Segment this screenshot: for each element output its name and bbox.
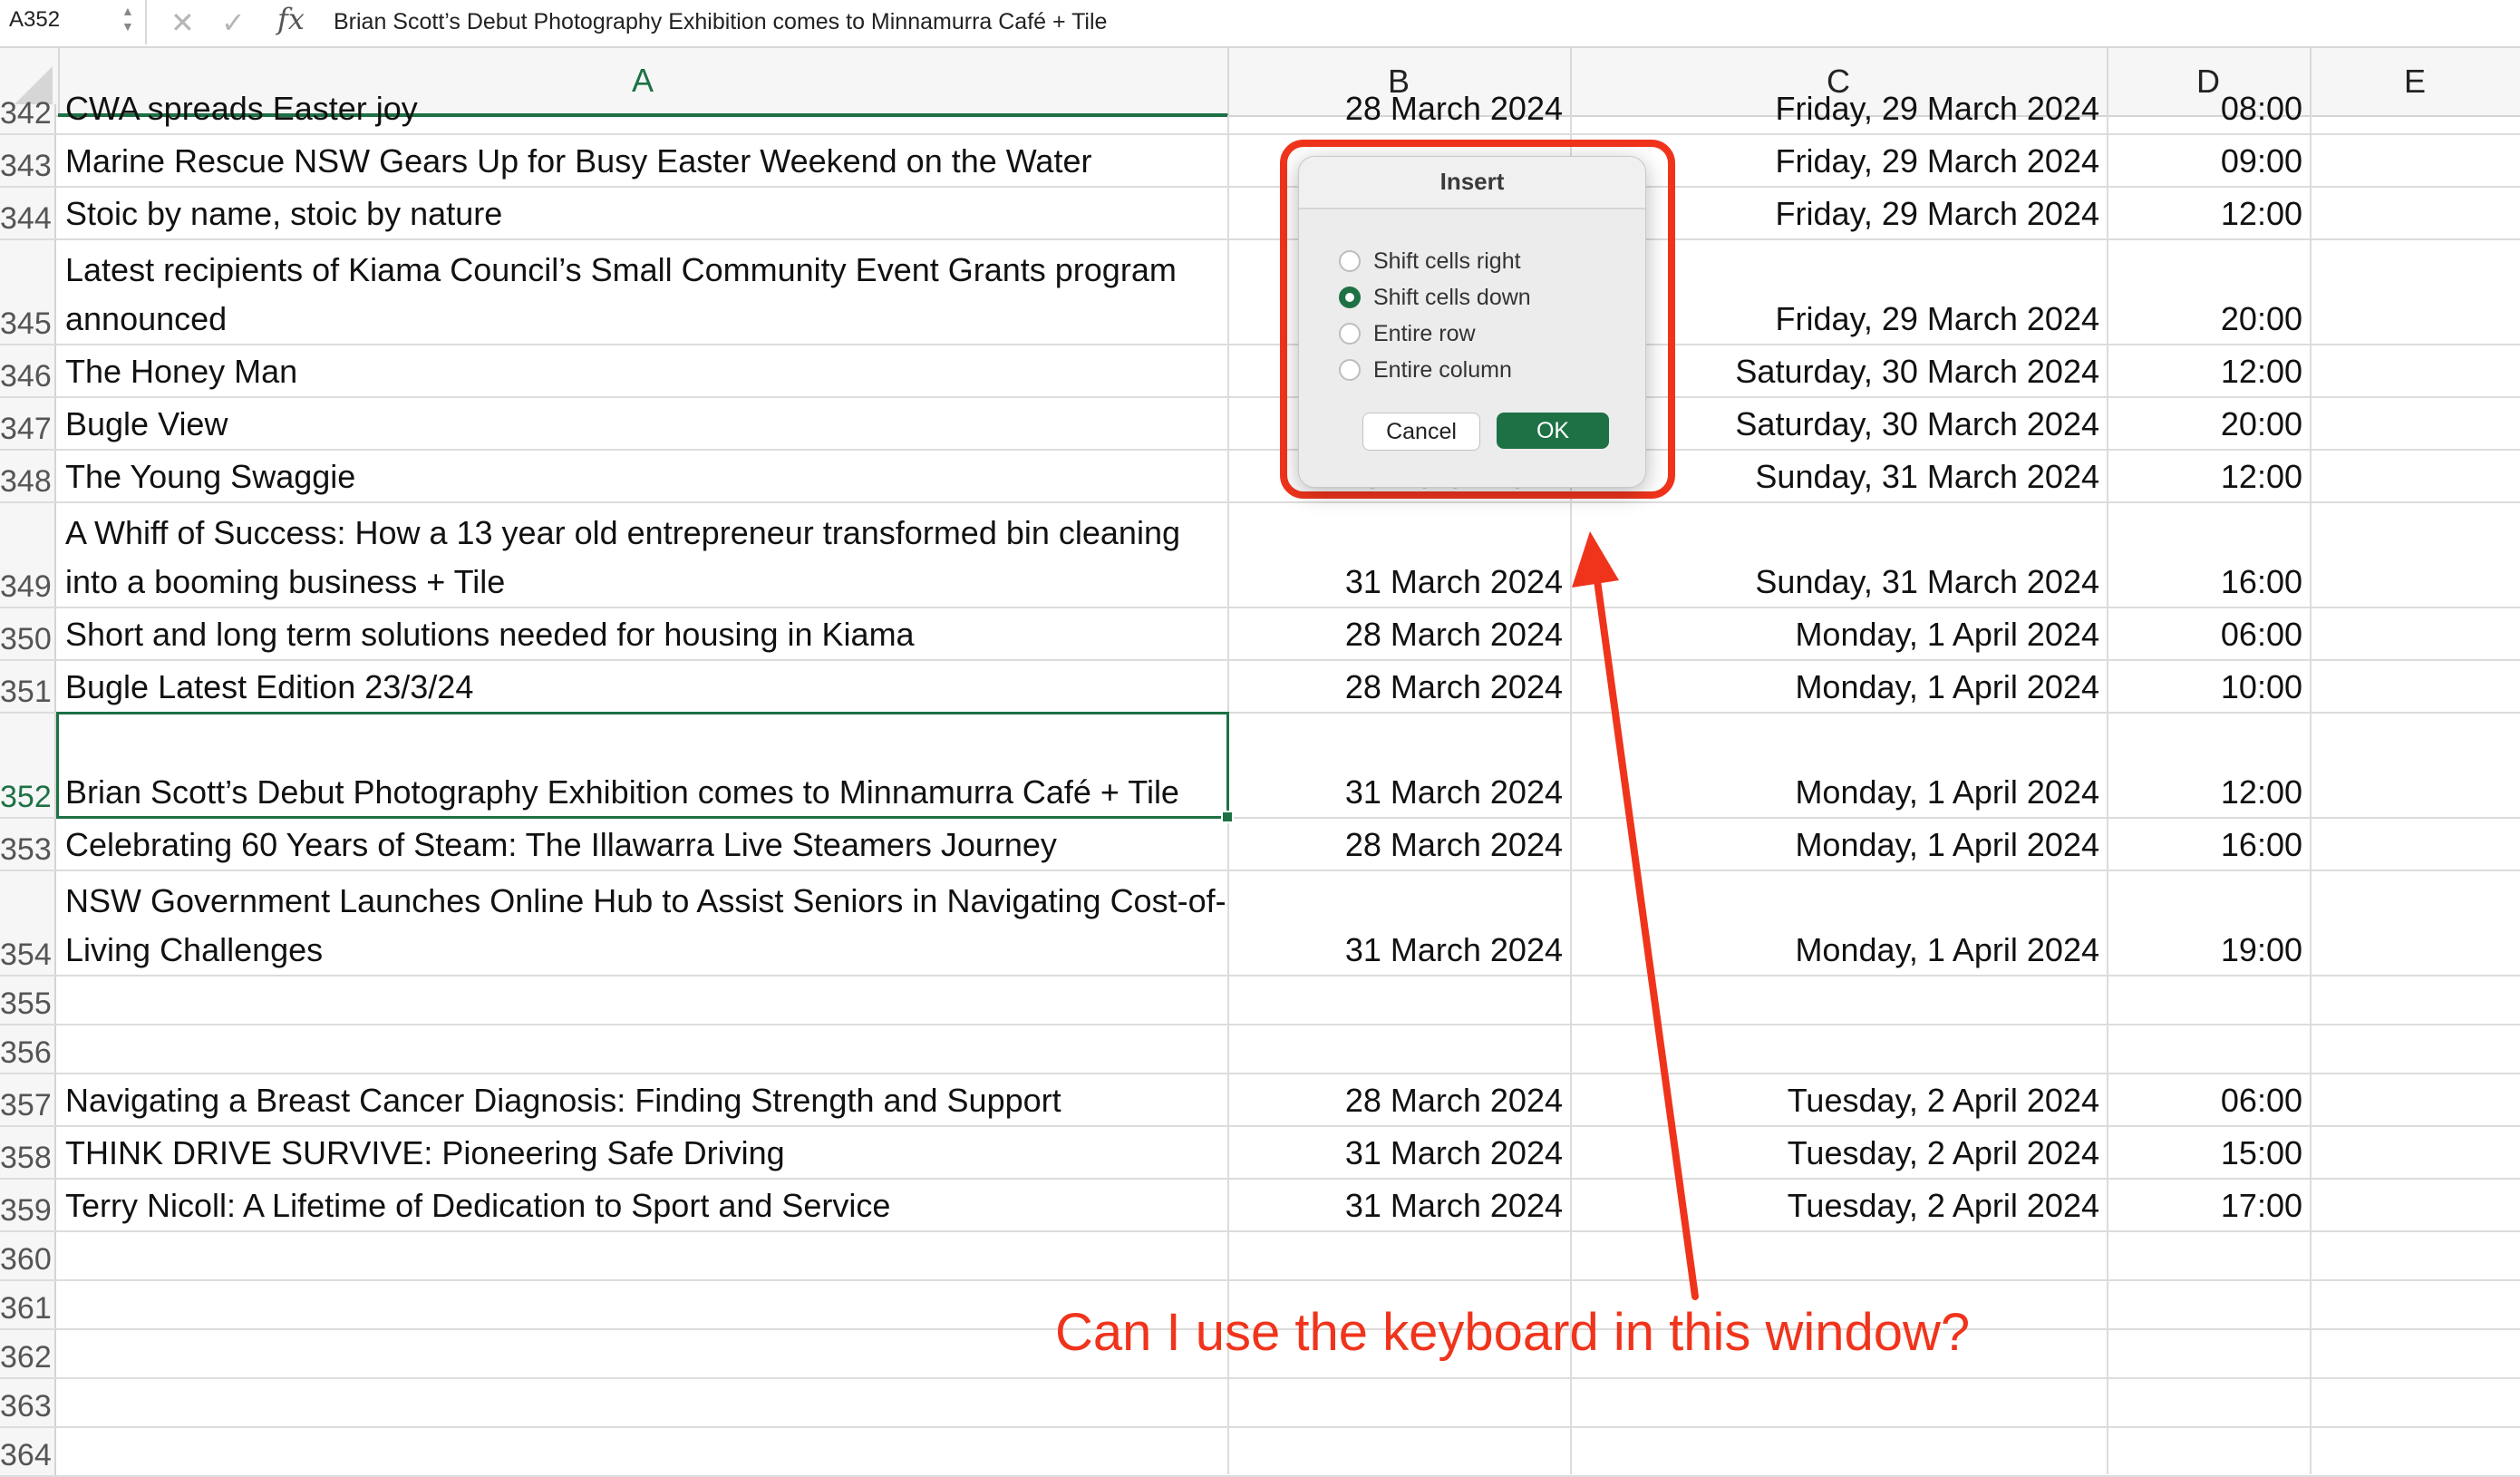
cell-title[interactable]: Bugle Latest Edition 23/3/24: [65, 668, 474, 705]
cell-time[interactable]: 12:00: [2220, 458, 2302, 495]
cell-publish-date[interactable]: Saturday, 30 March 2024: [1735, 405, 2099, 442]
cell-publish-date[interactable]: Friday, 29 March 2024: [1775, 300, 2099, 337]
cell-title[interactable]: A Whiff of Success: How a 13 year old entrepreneur transformed bin cleaning into a booming business + Tile: [65, 514, 1180, 600]
cell-time[interactable]: 10:00: [2220, 668, 2302, 705]
cell-time[interactable]: 17:00: [2220, 1187, 2302, 1224]
row-number[interactable]: 353: [0, 819, 56, 870]
cell-time[interactable]: 15:00: [2220, 1134, 2302, 1171]
cell-publish-date[interactable]: Tuesday, 2 April 2024: [1787, 1187, 2099, 1224]
cell-title[interactable]: Brian Scott’s Debut Photography Exhibition comes to Minnamurra Café + Tile: [65, 773, 1179, 811]
cell-title[interactable]: Stoic by name, stoic by nature: [65, 195, 503, 232]
cell-title[interactable]: Marine Rescue NSW Gears Up for Busy Easter Weekend on the Water: [65, 142, 1092, 180]
cell-publish-date[interactable]: Monday, 1 April 2024: [1795, 668, 2099, 705]
cell-publish-date[interactable]: Friday, 29 March 2024: [1775, 90, 2099, 127]
cell-time[interactable]: 08:00: [2220, 90, 2302, 127]
cell-title[interactable]: Latest recipients of Kiama Council’s Small Community Event Grants program announced: [65, 251, 1177, 337]
cell-title[interactable]: Bugle View: [65, 405, 228, 442]
insert-function-icon[interactable]: fx: [277, 2, 305, 36]
option-label: Entire column: [1373, 356, 1512, 383]
cell-publish-date[interactable]: Friday, 29 March 2024: [1775, 142, 2099, 180]
row-number[interactable]: 343: [0, 135, 56, 186]
row-number[interactable]: 352: [0, 714, 56, 817]
cell-time[interactable]: 16:00: [2220, 826, 2302, 863]
column-header-a[interactable]: A: [58, 48, 1229, 117]
column-header-d[interactable]: D: [2107, 48, 2312, 115]
option-label: Shift cells right: [1373, 248, 1521, 274]
cancel-entry-icon[interactable]: ✕: [170, 6, 195, 39]
column-header-c[interactable]: C: [1570, 48, 2108, 115]
name-box-stepper-icon[interactable]: ▲ ▼: [121, 4, 134, 34]
row-number[interactable]: 350: [0, 608, 56, 659]
cell-publish-date[interactable]: Tuesday, 2 April 2024: [1787, 1082, 2099, 1119]
row-number[interactable]: 356: [0, 1025, 56, 1073]
row-number[interactable]: 362: [0, 1330, 56, 1377]
row-number[interactable]: 355: [0, 977, 56, 1024]
annotation-text: Can I use the keyboard in this window?: [1055, 1303, 1971, 1362]
cell-date[interactable]: 31 March 2024: [1344, 563, 1563, 600]
row-number[interactable]: 354: [0, 871, 56, 975]
cell-time[interactable]: 12:00: [2220, 773, 2302, 811]
cell-title[interactable]: NSW Government Launches Online Hub to Assist Seniors in Navigating Cost-of-Living Challenges: [65, 882, 1226, 968]
cell-date[interactable]: 28 March 2024: [1344, 90, 1563, 127]
cell-publish-date[interactable]: Tuesday, 2 April 2024: [1787, 1134, 2099, 1171]
row-number[interactable]: 358: [0, 1127, 56, 1178]
row-number[interactable]: 357: [0, 1074, 56, 1125]
cell-title[interactable]: Short and long term solutions needed for housing in Kiama: [65, 616, 915, 653]
row-number[interactable]: 342: [0, 104, 56, 133]
cell-date[interactable]: 28 March 2024: [1344, 616, 1563, 653]
cell-publish-date[interactable]: Sunday, 31 March 2024: [1755, 458, 2099, 495]
cell-date[interactable]: 28 March 2024: [1344, 668, 1563, 705]
cell-date[interactable]: 28 March 2024: [1344, 826, 1563, 863]
row-number[interactable]: 351: [0, 661, 56, 712]
cell-title[interactable]: The Honey Man: [65, 353, 298, 390]
row-number[interactable]: 344: [0, 188, 56, 238]
formula-input[interactable]: Brian Scott’s Debut Photography Exhibition comes to Minnamurra Café + Tile: [334, 9, 1108, 34]
cell-time[interactable]: 12:00: [2220, 195, 2302, 232]
cell-time[interactable]: 12:00: [2220, 353, 2302, 390]
cell-publish-date[interactable]: Monday, 1 April 2024: [1795, 773, 2099, 811]
row-number[interactable]: 361: [0, 1281, 56, 1328]
cell-date[interactable]: 31 March 2024: [1344, 1187, 1563, 1224]
row-number[interactable]: 347: [0, 398, 56, 449]
cell-title[interactable]: CWA spreads Easter joy: [65, 90, 418, 127]
cell-date[interactable]: 31 March 2024: [1344, 773, 1563, 811]
cell-title[interactable]: Celebrating 60 Years of Steam: The Illawarra Live Steamers Journey: [65, 826, 1057, 863]
cell-publish-date[interactable]: Monday, 1 April 2024: [1795, 826, 2099, 863]
cell-publish-date[interactable]: Monday, 1 April 2024: [1795, 931, 2099, 968]
cell-time[interactable]: 20:00: [2220, 300, 2302, 337]
cell-date[interactable]: 28 March 2024: [1344, 1082, 1563, 1119]
cell-time[interactable]: 19:00: [2220, 931, 2302, 968]
cell-time[interactable]: 16:00: [2220, 563, 2302, 600]
cell-publish-date[interactable]: Friday, 29 March 2024: [1775, 195, 2099, 232]
cell-publish-date[interactable]: Sunday, 31 March 2024: [1755, 563, 2099, 600]
cancel-button[interactable]: Cancel: [1362, 413, 1480, 451]
cell-reference[interactable]: A352: [9, 7, 61, 32]
ok-button[interactable]: OK: [1497, 413, 1609, 449]
row-number[interactable]: 346: [0, 345, 56, 396]
cell-publish-date[interactable]: Monday, 1 April 2024: [1795, 616, 2099, 653]
row-number[interactable]: 348: [0, 451, 56, 501]
cell-date[interactable]: 31 March 2024: [1344, 931, 1563, 968]
row-number[interactable]: 345: [0, 240, 56, 344]
confirm-entry-icon[interactable]: ✓: [221, 6, 246, 39]
dialog-title: Insert: [1439, 168, 1505, 195]
cell-time[interactable]: 06:00: [2220, 616, 2302, 653]
cell-time[interactable]: 09:00: [2220, 142, 2302, 180]
cell-title[interactable]: THINK DRIVE SURVIVE: Pioneering Safe Driving: [65, 1134, 785, 1171]
column-header-b[interactable]: B: [1227, 48, 1572, 115]
row-number[interactable]: 360: [0, 1232, 56, 1279]
cell-publish-date[interactable]: Saturday, 30 March 2024: [1735, 353, 2099, 390]
cell-title[interactable]: The Young Swaggie: [65, 458, 356, 495]
row-number[interactable]: 349: [0, 503, 56, 607]
row-number[interactable]: 363: [0, 1379, 56, 1426]
cell-time[interactable]: 06:00: [2220, 1082, 2302, 1119]
cell-date[interactable]: 31 March 2024: [1344, 1134, 1563, 1171]
option-label: Entire row: [1373, 320, 1476, 346]
row-number[interactable]: 364: [0, 1428, 56, 1475]
row-number[interactable]: 359: [0, 1180, 56, 1230]
option-label: Shift cells down: [1373, 284, 1531, 310]
cell-time[interactable]: 20:00: [2220, 405, 2302, 442]
column-header-e[interactable]: E: [2403, 63, 2426, 100]
cell-title[interactable]: Terry Nicoll: A Lifetime of Dedication to Sport and Service: [65, 1187, 891, 1224]
cell-title[interactable]: Navigating a Breast Cancer Diagnosis: Finding Strength and Support: [65, 1082, 1061, 1119]
